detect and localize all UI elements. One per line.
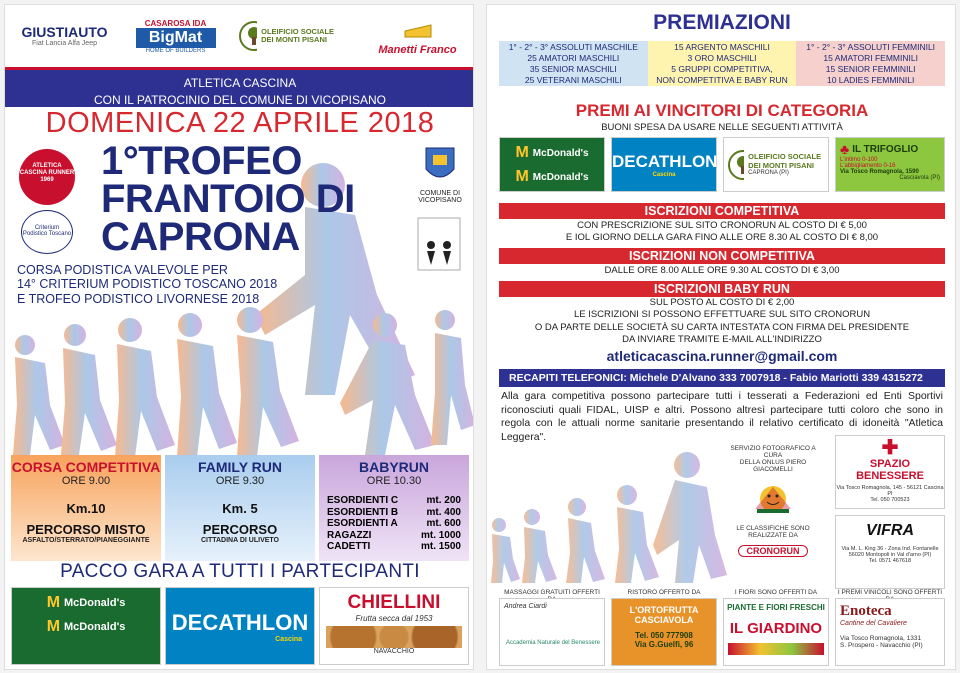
competitive-reg-line-2: E IOL GIORNO DELLA GARA FINO ALLE ORE 8.30 AL COSTO DI € 8,00 (565, 232, 879, 244)
competitive-registration-bar: ISCRIZIONI COMPETITIVA (499, 203, 945, 219)
babyrun-reg-line-4: DA INVIARE TRAMITE E-MAIL ALL'INDIRIZZO (622, 334, 822, 346)
massage-label: MASSAGGI GRATUITI OFFERTI (504, 589, 600, 596)
mcdonalds-m-icon: M (515, 168, 529, 185)
vifra-address: Via M. L. King 36 - Zona Ind. Fontanelle (841, 546, 939, 552)
decathlon-logo: DECATHLON (612, 152, 718, 171)
cronorun-logo: CRONORUN (738, 545, 808, 557)
criterium-badge-text: Criterium Podistico Toscano (22, 225, 72, 237)
family-course-detail: CITTADINA DI ULIVETO (200, 537, 280, 544)
prize-cell: 1° - 2° - 3° ASSOLUTI FEMMINILI (796, 41, 945, 52)
title-line-2: FRANTOIO DI (101, 177, 355, 221)
babyrun-registration-bar: ISCRIZIONI BABY RUN (499, 281, 945, 297)
prize-cell: 5 GRUPPI COMPETITIVA, (648, 63, 797, 74)
babyrun-box (319, 455, 469, 561)
trifoglio-logo: IL TRIFOGLIO (852, 143, 919, 155)
babyrun-cat: ESORDIENTI A (327, 518, 398, 529)
results-label: LE CLASSIFICHE SONO REALIZZATE DA (736, 525, 810, 539)
spazio-benessere-sponsor (835, 435, 945, 509)
prize-cell: 15 AMATORI FEMMINILI (796, 52, 945, 63)
babyrun-row (319, 495, 469, 507)
family-time: ORE 9.30 (215, 475, 265, 487)
runners-club-logo (417, 217, 461, 271)
right-flyer (486, 4, 956, 670)
family-run-box (165, 455, 315, 561)
giustiauto-logo: GIUSTIAUTO (21, 24, 108, 41)
validity-line-1: CORSA PODISTICA VALEVOLE PER (17, 263, 228, 277)
spazio-logo: SPAZIO BENESSERE (856, 458, 924, 482)
club-badge (19, 149, 75, 205)
massage-sponsor (499, 598, 605, 666)
competitive-course-detail: ASFALTO/STERRATO/PIANEGGIANTE (22, 537, 150, 544)
prizes-grid (499, 41, 945, 86)
sponsor-bigmat (136, 19, 216, 54)
contact-email[interactable]: atleticacascina.runner@gmail.com (606, 348, 838, 364)
family-title: FAMILY RUN (197, 459, 282, 475)
prize-cell: NON COMPETITIVA E BABY RUN (648, 75, 797, 86)
competitive-title: CORSA COMPETITIVA (11, 459, 161, 475)
olive-tree-icon (728, 150, 744, 180)
decathlon-sponsor (165, 587, 315, 665)
trifoglio-voucher (835, 137, 945, 192)
spazio-tel: Tel. 050 700523 (870, 497, 910, 503)
enoteca-city: S. Prospero - Navacchio (PI) (840, 642, 923, 649)
validity-line-3: E TROFEO PODISTICO LIVORNESE 2018 (17, 291, 260, 306)
bigmat-tag: HOME OF BUILDERS (145, 47, 206, 54)
spazio-address: Via Tosco Romagnola, 145 - 56121 Cascina PI (836, 485, 944, 497)
prize-cell: 15 ARGENTO MASCHILI (648, 41, 797, 52)
babyrun-dist: mt. 400 (426, 506, 461, 518)
top-sponsors-row (5, 5, 474, 67)
clover-icon: ♣ (840, 141, 850, 157)
babyrun-dist: mt. 1500 (420, 541, 461, 552)
decathlon-logo: DECATHLON (171, 610, 309, 635)
babyrun-title: BABYRUN (359, 459, 429, 475)
eligibility-paragraph: Alla gara competitiva possono partecipare tutti i tesserati a Federazioni ed Enti Sportivi riconosciuti quali FIDAL, UISP e altri. Possono altresì partecipare tutti coloro che sono in regola con le attuali norme sanitarie presentando il relativo certificato di idoneità "Atletica Leggera". (501, 390, 943, 443)
patronage-line: CON IL PATROCINIO DEL COMUNE DI VICOPISANO (93, 92, 387, 107)
prize-cell: 25 AMATORI MASCHILI (499, 52, 648, 63)
oleificio-label: OLEIFICIO SOCIALE DEI MONTI PISANI (748, 152, 822, 170)
cheese-icon (403, 17, 433, 39)
babyrun-dist: mt. 600 (426, 518, 461, 529)
oleificio-voucher (723, 137, 829, 192)
giardino-top-line: PIANTE E FIORI FRESCHI (727, 603, 825, 612)
giardino-sponsor (723, 598, 829, 666)
wine-label: I PREMI VINICOLI SONO OFFERTI (837, 589, 943, 596)
decathlon-sub: Cascina (652, 172, 676, 178)
babyrun-time: ORE 10.30 (366, 475, 422, 487)
noncompetitive-reg-line: DALLE ORE 8.00 ALLE ORE 9.30 AL COSTO DI € 3,00 (604, 265, 840, 276)
noncompetitive-registration-bar: ISCRIZIONI NON COMPETITIVA (499, 248, 945, 264)
babyrun-cat: ESORDIENTI B (327, 506, 399, 518)
cross-icon: ✚ (881, 437, 899, 459)
competitive-course: PERCORSO MISTO (26, 522, 146, 537)
babyrun-row (319, 507, 469, 519)
organizer-bar (5, 67, 474, 107)
comune-label-2: VICOPISANO (418, 197, 462, 204)
decathlon-sub: Cascina (275, 636, 302, 643)
competitive-race-box (11, 455, 161, 561)
smiley-logo-icon (753, 479, 793, 519)
trifoglio-line-2: L'abbigliamento 0-16 (840, 163, 896, 169)
nuts-graphic (326, 626, 462, 648)
babyrun-registration-text (499, 297, 945, 346)
family-distance: Km. 5 (222, 501, 258, 516)
enoteca-sub: Cantine del Cavaliere (840, 620, 907, 627)
flowers-label: I FIORI SONO OFFERTI DA (734, 589, 818, 596)
category-prizes-title: PREMI AI VINCITORI DI CATEGORIA (575, 101, 869, 120)
organizer-name: ATLETICA CASCINA (183, 76, 297, 90)
chiellini-sub: Frutta secca dal 1953 (355, 614, 433, 623)
mcdonalds-m-icon: M (46, 594, 61, 611)
comune-crest (415, 145, 465, 204)
babyrun-row (319, 541, 469, 553)
mcdonalds-m-icon: M (515, 144, 529, 161)
decathlon-voucher (611, 137, 717, 192)
phone-contacts-bar: RECAPITI TELEFONICI: Michele D'Alvano 333 7007918 - Fabio Mariotti 339 4315272 (499, 369, 945, 387)
photo-service (723, 445, 823, 519)
competitive-registration-text (499, 220, 945, 245)
babyrun-reg-line-3: O DA PARTE DELLE SOCIETÀ SU CARTA INTESTATA CON FIRMA DEL PRESIDENTE (534, 321, 910, 333)
refreshment-label: RISTORO OFFERTO DA (627, 589, 701, 596)
enoteca-sponsor (835, 598, 945, 666)
mcdonalds-m-icon: M (46, 618, 61, 635)
babyrun-reg-line-2: LE ISCRIZIONI SI POSSONO EFFETTUARE SUL SITO CRONORUN (573, 309, 871, 321)
crest-icon (423, 145, 457, 185)
left-flyer (4, 4, 474, 670)
club-badge-text: ATLETICA CASCINA RUNNER 1969 (19, 163, 75, 184)
vifra-city: 56020 Montopoli in Val d'arno (PI) (848, 552, 932, 558)
flowers-graphic (728, 643, 824, 655)
prize-cell: 15 SENIOR FEMMINILI (796, 63, 945, 74)
mcdonalds-label: McDonald's (532, 171, 589, 183)
massage-name: Andrea Ciardi (504, 603, 547, 610)
olive-tree-icon (239, 21, 258, 51)
runners-silhouette-graphic (487, 445, 727, 585)
manetti-label: Manetti Franco (378, 43, 457, 56)
casarosa-label: CASAROSA IDA (144, 18, 207, 28)
mcdonalds-voucher (499, 137, 605, 192)
massage-academy: Accademia Naturale del Benessere (505, 640, 600, 646)
vouchers-line: BUONI SPESA DA USARE NELLE SEGUENTI ATTIVITÀ (601, 122, 843, 133)
results-provider (723, 525, 823, 557)
event-date: DOMENICA 22 APRILE 2018 (45, 107, 435, 139)
race-pack-banner: PACCO GARA A TUTTI I PARTECIPANTI (60, 561, 420, 582)
mcdonalds-label: McDonald's (64, 621, 126, 633)
validity-line-2: 14° CRITERIUM PODISTICO TOSCANO 2018 (17, 277, 278, 292)
title-line-1: 1°TROFEO (101, 139, 302, 183)
enoteca-address: Via Tosco Romagnola, 1331 (840, 635, 922, 642)
sponsor-oleificio (239, 21, 349, 51)
ortofrutta-address: Via G.Guelfi, 96 (634, 640, 694, 649)
babyrun-cat: RAGAZZI (327, 529, 372, 541)
babyrun-cat: ESORDIENTI C (327, 495, 399, 506)
prize-cell: 25 VETERANI MASCHILI (499, 75, 648, 86)
competitive-reg-line-1: CON PRESCRIZIONE SUL SITO CRONORUN AL COSTO DI € 5,00 (577, 220, 867, 231)
competitive-time: ORE 9.00 (61, 475, 111, 487)
criterium-badge (21, 210, 73, 254)
vifra-sponsor (835, 515, 945, 589)
chiellini-logo: CHIELLINI (347, 592, 441, 613)
babyrun-reg-line-1: SUL POSTO AL COSTO DI € 2,00 (649, 297, 795, 308)
giardino-logo: IL GIARDINO (729, 620, 823, 637)
sponsor-giustiauto (17, 25, 113, 47)
family-course: PERCORSO (202, 522, 278, 537)
prize-cell: 10 LADIES FEMMINILI (796, 75, 945, 86)
mcdonalds-sponsor (11, 587, 161, 665)
bigmat-logo: BigMat (136, 28, 216, 48)
photo-line-1: SERVIZIO FOTOGRAFICO A CURA (730, 445, 816, 459)
chiellini-sponsor (319, 587, 469, 665)
vifra-logo: VIFRA (866, 522, 914, 539)
prizes-title: PREMIAZIONI (653, 11, 791, 34)
mcdonalds-label: McDonald's (64, 597, 126, 609)
title-line-3: CAPRONA (101, 215, 300, 259)
comune-label-1: COMUNE DI (419, 190, 461, 197)
ortofrutta-tel: Tel. 050 777908 (635, 631, 693, 640)
prize-cell: 3 ORO MASCHILI (648, 52, 797, 63)
oleificio-label: OLEIFICIO SOCIALE DEI MONTI PISANI (261, 26, 335, 44)
babyrun-cat: CADETTI (327, 541, 371, 552)
vifra-tel: Tel. 0571 467618 (868, 558, 912, 564)
sponsor-manetti (372, 17, 464, 56)
giustiauto-tag: Fiat Lancia Alfa Jeep (32, 39, 97, 47)
babyrun-row (319, 530, 469, 542)
chiellini-place: NAVACCHIO (373, 648, 415, 655)
ortofrutta-logo: L'ORTOFRUTTA CASCIAVOLA (629, 605, 699, 625)
oleificio-place: CAPRONA (PI) (748, 169, 789, 176)
trifoglio-address: Via Tosco Romagnola, 1590 (840, 169, 919, 175)
photo-line-2: DELLA ONLUS PIERO GIACOMELLI (739, 459, 807, 473)
trifoglio-line-1: L'intimo 0-100 (840, 157, 878, 163)
babyrun-dist: mt. 1000 (420, 529, 461, 541)
babyrun-row (319, 518, 469, 530)
event-title (101, 139, 355, 259)
competitive-distance: Km.10 (66, 501, 106, 516)
prize-cell: 1° - 2° - 3° ASSOLUTI MASCHILE (499, 41, 648, 52)
babyrun-dist: mt. 200 (426, 495, 461, 506)
race-validity (17, 263, 277, 306)
prize-cell: 35 SENIOR MASCHILI (499, 63, 648, 74)
ortofrutta-sponsor (611, 598, 717, 666)
mcdonalds-label: McDonald's (532, 147, 589, 159)
trifoglio-city: Casciavola (PI) (899, 175, 940, 181)
enoteca-logo: Enoteca (840, 603, 892, 619)
